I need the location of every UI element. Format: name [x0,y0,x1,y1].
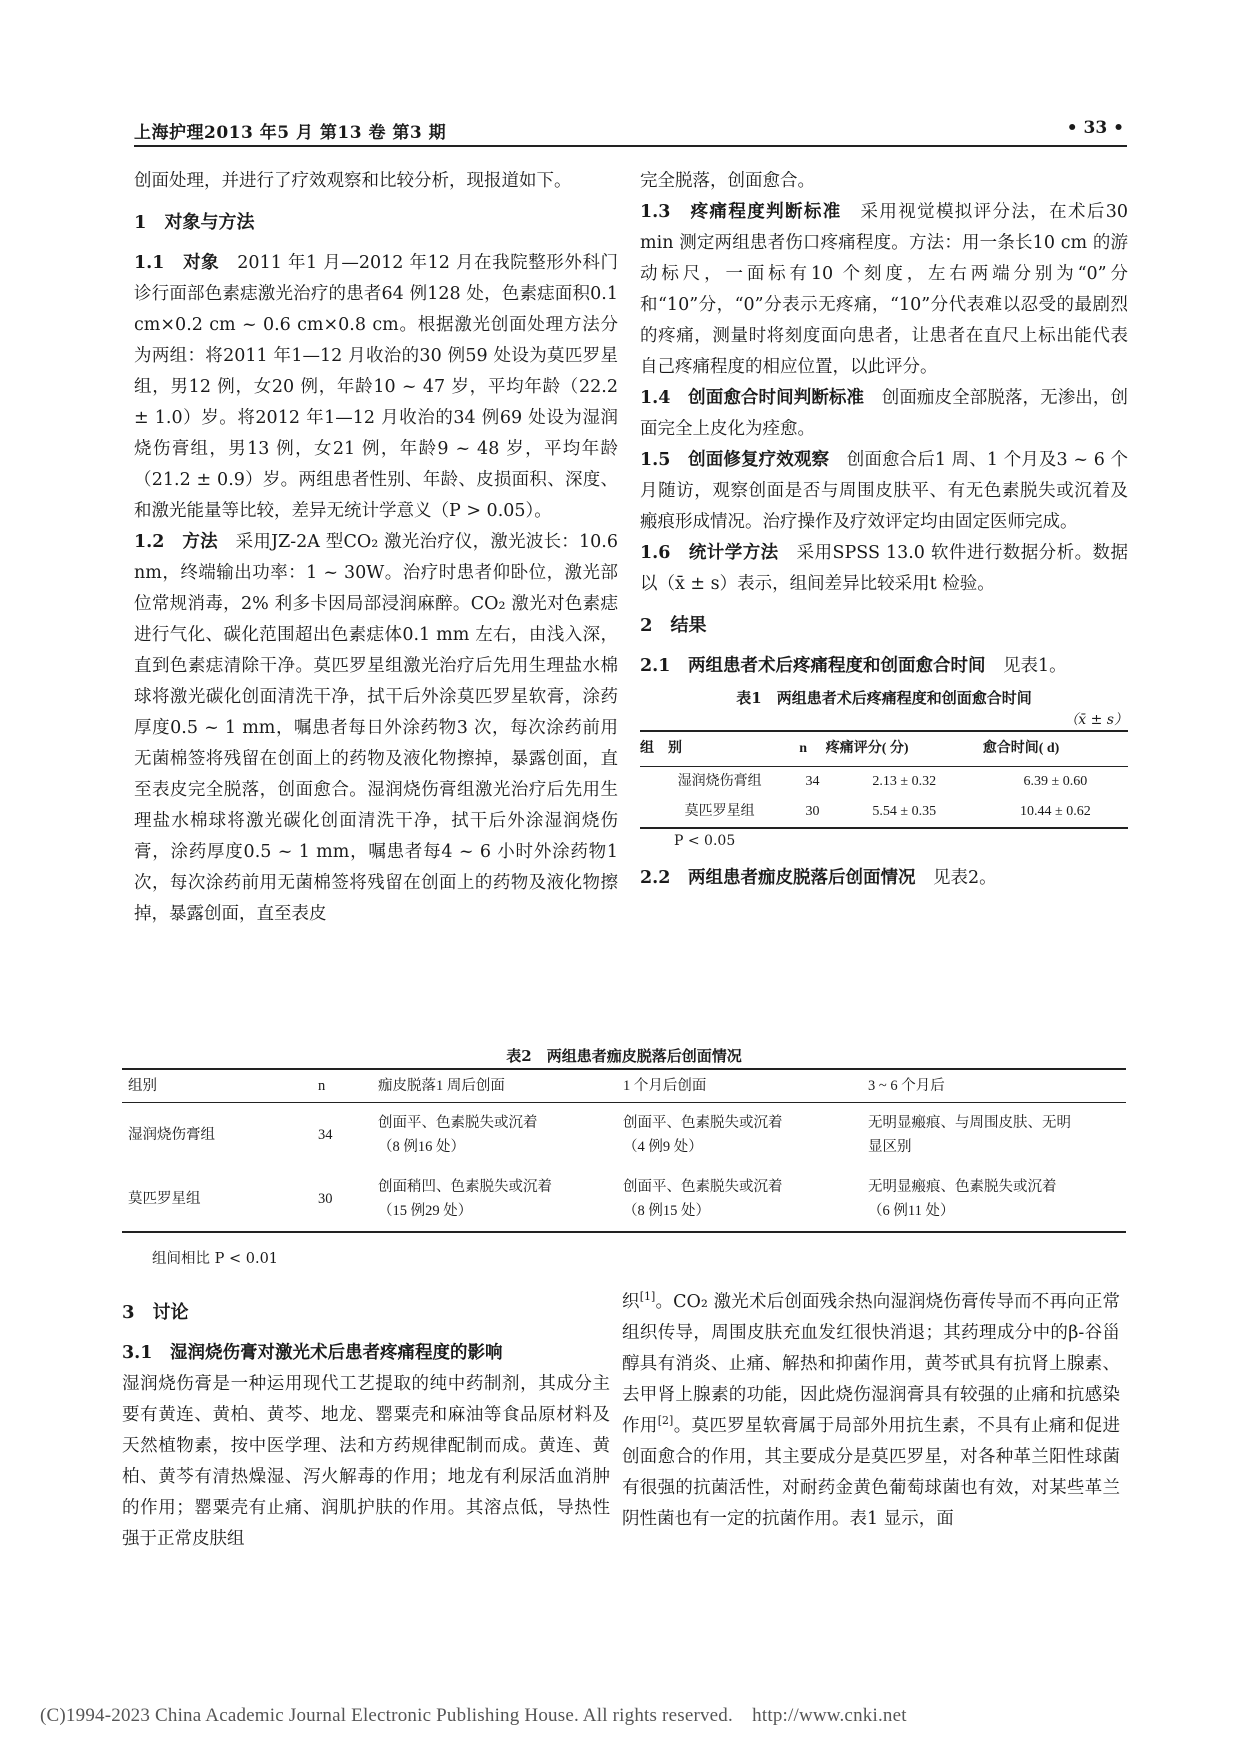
table-1-header: 疼痛评分( 分) [826,731,983,767]
table-2-cell: 创面稍凹、色素脱失或沉着 （15 例29 处） [372,1167,617,1232]
para-1-4 [640,383,1128,445]
para-1-5-heading: 1.5 创面修复疗效观察 [640,450,830,470]
table-1-cell: 30 [799,797,826,828]
para-3-1-text: 湿润烧伤膏是一种运用现代工艺提取的纯中药制剂，其成分主要有黄连、黄柏、黄芩、地龙、罂粟壳和麻油等食品原材料及天然植物素，按中医学理、法和方药规律配制而成。黄连、黄柏、黄芩有清热燥湿、泻火解毒的作用；地龙有利尿活血消肿的作用；罂粟壳有止痛、润肌护肤的作用。其溶点低，导热性强于正常皮肤组 [122,1374,610,1549]
column-right-top [640,166,1128,894]
table-row [122,1167,1126,1232]
para-1-6 [640,538,1128,600]
reference-2[interactable]: [2] [657,1414,674,1428]
table-2 [122,1044,1126,1268]
section-2-heading: 2 结果 [640,615,707,636]
table-row [640,767,1128,798]
section-3-heading: 3 讨论 [122,1302,189,1323]
table-1-note: P < 0.05 [674,833,736,849]
para-1-2-heading: 1.2 方法 [134,532,218,552]
table-1-cell: 10.44 ± 0.62 [983,797,1128,828]
header-rule [134,145,1127,147]
para-continued: 完全脱落，创面愈合。 [640,171,815,191]
para-1-4-heading: 1.4 创面愈合时间判断标准 [640,388,865,408]
para-3-1-heading: 3.1 湿润烧伤膏对激光术后患者疼痛程度的影响 [122,1343,503,1363]
para-1-1-text: 2011 年1 月—2012 年12 月在我院整形外科门诊行面部色素痣激光治疗的患者64 例128 处，色素痣面积0.1 cm×0.2 cm ~ 0.6 cm×0.8 cm。根据激光创面处理方法分为两组：将2011 年1—12 月收治的30 例59 处设为莫匹罗星组，男12 例，女20 例，年龄10 ~ 47 岁，平均年龄（22.2 ± 1.0）岁。将2012 年1—12 月收治的34 例69 处设为湿润烧伤膏组，男13 例，女21 例，年龄9 ~ 48 岁，平均年龄（21.2 ± 0.9）岁。两组患者性别、年龄、皮损面积、深度、和激光能量等比较，差异无统计学意义（P > 0.05）。 [134,253,619,521]
table-2-cell: 创面平、色素脱失或沉着 （4 例9 处） [623,1115,783,1155]
table-1-cell: 34 [805,774,820,789]
table-1-cell: 5.54 ± 0.35 [826,797,983,828]
table-1 [640,686,1128,853]
para-1-3-text: 采用视觉模拟评分法，在术后30 min 测定两组患者伤口疼痛程度。方法：用一条长10 cm 的游动标尺，一面标有10 个刻度，左右两端分别为“0”分和“10”分，“0”分表示无疼痛，“10”分代表难以忍受的最剧烈的疼痛，测量时将刻度面向患者，让患者在直尺上标出能代表自己疼痛程度的相应位置，以此评分。 [640,202,1128,377]
para-1-6-heading: 1.6 统计学方法 [640,543,779,563]
copyright-footer: (C)1994-2023 China Academic Journal Electronic Publishing House. All rights reserved. http://www.cnki.net [40,1705,907,1726]
journal-header: 上海护理2013 年5 月 第13 卷 第3 期 [134,123,447,143]
para-1-3-heading: 1.3 疼痛程度判断标准 [640,202,842,222]
table-1-cell: 6.39 ± 0.60 [1023,774,1088,789]
para-1-5-text: 创面愈合后1 周、1 个月及3 ~ 6 个月随访，观察创面是否与周围皮肤平、有无色素脱失或沉着及瘢痕形成情况。治疗操作及疗效评定均由固定医师完成。 [640,450,1129,532]
table-2-cell: 30 [312,1167,372,1232]
table-2-cell: 创面平、色素脱失或沉着 （8 例16 处） [378,1115,538,1155]
table-2-cell: 莫匹罗星组 [122,1167,312,1232]
table-2-header: 痂皮脱落1 周后创面 [372,1069,617,1103]
para-1-3 [640,197,1128,383]
table-1-header: 愈合时间( d) [983,731,1128,767]
table-1-unit: （x̄ ± s） [1064,712,1128,728]
table-1-cell: 莫匹罗星组 [640,797,799,828]
para-1-5 [640,445,1128,538]
table-1-header: n [799,731,826,767]
table-1-cell: 湿润烧伤膏组 [677,774,762,789]
para-2-2-heading: 2.2 两组患者痂皮脱落后创面情况 [640,868,916,888]
table-2-cell: 创面平、色素脱失或沉着 （8 例15 处） [617,1167,862,1232]
para-2-2-text: 见表2。 [932,868,997,888]
section-1-heading: 1 对象与方法 [134,212,255,233]
para-1-1-heading: 1.1 对象 [134,253,220,273]
para-2-1 [640,651,1128,682]
table-2-header: 1 个月后创面 [617,1069,862,1103]
table-2-note: 组间相比 P < 0.01 [152,1251,279,1267]
para-2-1-heading: 2.1 两组患者术后疼痛程度和创面愈合时间 [640,656,986,676]
table-2-cell: 34 [318,1127,333,1143]
table-2-cell: 湿润烧伤膏组 [128,1127,215,1143]
intro-paragraph: 创面处理，并进行了疗效观察和比较分析，现报道如下。 [134,171,572,191]
para-1-2 [134,527,618,930]
page-number: • 33 • [1066,118,1124,138]
column-right-bottom [622,1287,1120,1535]
para-1-2-text: 采用JZ-2A 型CO₂ 激光治疗仪，激光波长：10.6 nm，终端输出功率：1 ~ 30W。治疗时患者仰卧位，激光部位常规消毒，2% 利多卡因局部浸润麻醉。CO₂ 激光对色素痣进行气化、碳化范围超出色素痣体0.1 mm 左右，由浅入深，直到色素痣清除干净。莫匹罗星组激光治疗后先用生理盐水棉球将激光碳化创面清洗干净，拭干后外涂莫匹罗星软膏，涂药厚度0.5 ~ 1 mm，嘱患者每日外涂药物3 次，每次涂药前用无菌棉签将残留在创面上的药物及液化物擦掉，暴露创面，直至表皮完全脱落，创面愈合。湿润烧伤膏组激光治疗后先用生理盐水棉球将激光碳化创面清洗干净，拭干后外涂湿润烧伤膏，涂药厚度0.5 ~ 1 mm，嘱患者每4 ~ 6 小时外涂药物1 次，每次涂药前用无菌棉签将残留在创面上的药物及液化物擦掉，暴露创面，直至表皮 [134,532,619,924]
column-left-top [134,166,618,930]
para-1-4-text: 创面痂皮全部脱落，无渗出，创面完全上皮化为痊愈。 [640,388,1129,439]
para-2-2 [640,863,1128,894]
table-2-cell: 无明显瘢痕、与周围皮肤、无明 显区别 [868,1115,1071,1155]
para-2-1-text: 见表1。 [1002,656,1067,676]
table-1-cell: 2.13 ± 0.32 [872,774,937,789]
table-row [122,1103,1126,1168]
table-row [640,797,1128,828]
table-1-caption: 表1 两组患者术后疼痛程度和创面愈合时间 [736,689,1032,707]
table-2-header: n [312,1069,372,1103]
table-2-header: 3 ~ 6 个月后 [862,1069,1126,1103]
column-left-bottom [122,1287,610,1555]
table-1-header: 组 别 [640,731,799,767]
table-2-cell: 无明显瘢痕、色素脱失或沉着 （6 例11 处） [862,1167,1126,1232]
reference-1[interactable]: [1] [639,1290,656,1304]
table-2-header: 组别 [122,1069,312,1103]
para-discussion-continued: 织[1]。CO₂ 激光术后创面残余热向湿润烧伤膏传导而不再向正常组织传导，周围皮肤充血发红很快消退；其药理成分中的β-谷甾醇具有消炎、止痛、解热和抑菌作用，黄芩甙具有抗肾上腺素、去甲肾上腺素的功能，因此烧伤湿润膏具有较强的止痛和抗感染作用[2]。莫匹罗星软膏属于局部外用抗生素，不具有止痛和促进创面愈合的作用，其主要成分是莫匹罗星，对各种革兰阳性球菌有很强的抗菌活性，对耐药金黄色葡萄球菌也有效，对某些革兰阴性菌也有一定的抗菌作用。表1 显示，面 [622,1290,1120,1529]
para-1-1 [134,248,618,527]
table-2-caption: 表2 两组患者痂皮脱落后创面情况 [506,1047,742,1065]
para-1-6-text: 采用SPSS 13.0 软件进行数据分析。数据以（x̄ ± s）表示，组间差异比较采用t 检验。 [640,543,1129,594]
